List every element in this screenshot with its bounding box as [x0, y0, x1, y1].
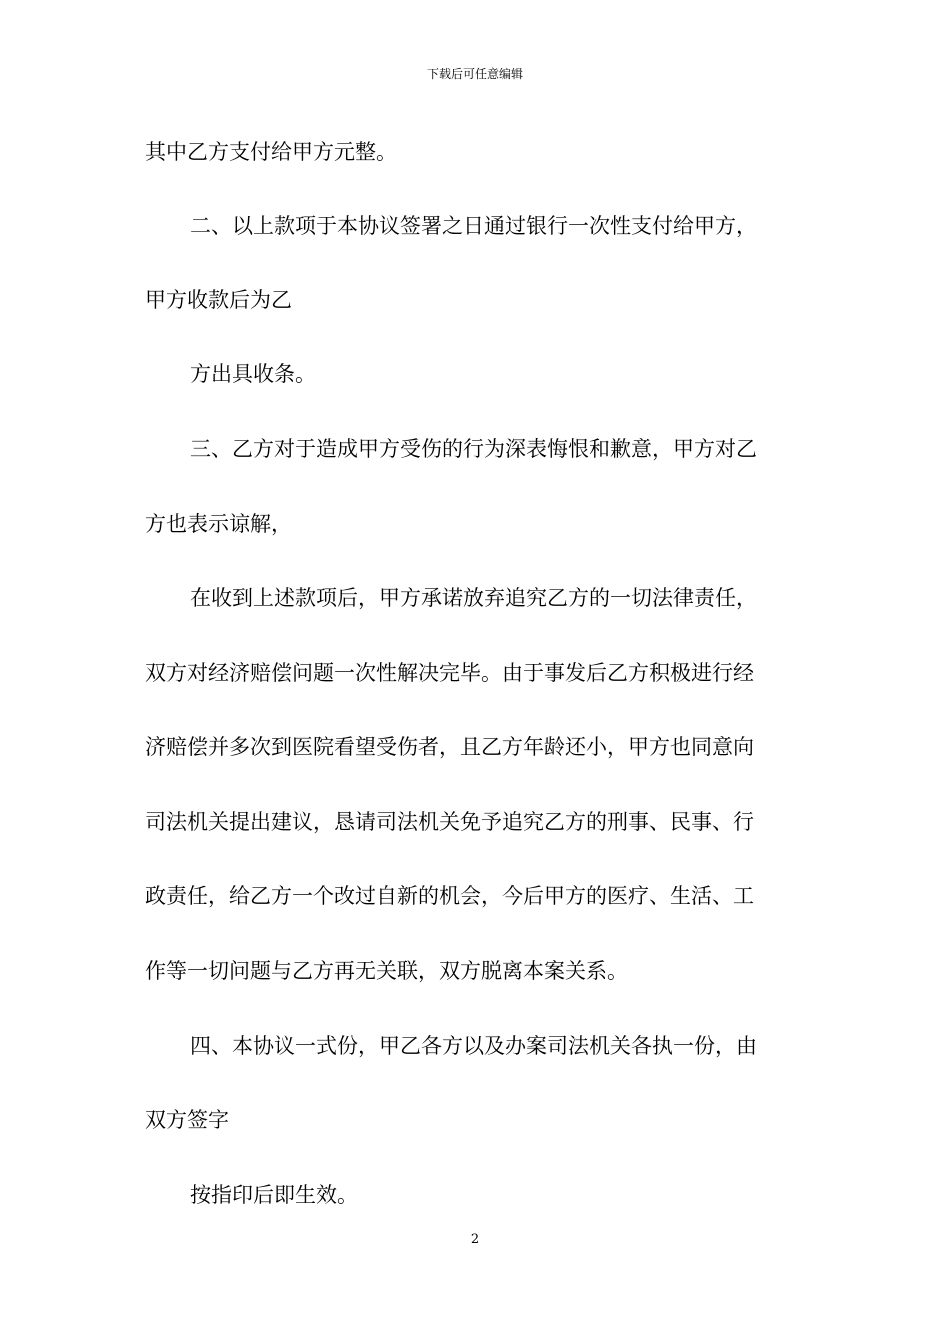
body-line-1: 其中乙方支付给甲方元整。 [145, 140, 397, 164]
body-line-8: 双方对经济赔偿问题一次性解决完毕。由于事发后乙方积极进行经 [145, 661, 754, 685]
body-line-7: 在收到上述款项后，甲方承诺放弃追究乙方的一切法律责任， [190, 586, 757, 610]
body-line-2: 二、以上款项于本协议签署之日通过银行一次性支付给甲方， [190, 214, 757, 238]
body-line-5: 三、乙方对于造成甲方受伤的行为深表悔恨和歉意，甲方对乙 [190, 437, 757, 461]
body-line-3: 甲方收款后为乙 [145, 288, 292, 312]
body-line-11: 政责任，给乙方一个改过自新的机会，今后甲方的医疗、生活、工 [145, 884, 754, 908]
body-line-12: 作等一切问题与乙方再无关联，双方脱离本案关系。 [145, 959, 628, 983]
body-line-4: 方出具收条。 [190, 362, 316, 386]
body-line-13: 四、本协议一式份，甲乙各方以及办案司法机关各执一份，由 [190, 1034, 757, 1058]
body-line-14: 双方签字 [145, 1108, 229, 1132]
body-line-9: 济赔偿并多次到医院看望受伤者，且乙方年龄还小，甲方也同意向 [145, 735, 754, 759]
body-line-15: 按指印后即生效。 [190, 1183, 358, 1207]
body-line-10: 司法机关提出建议，恳请司法机关免予追究乙方的刑事、民事、行 [145, 810, 754, 834]
body-line-6: 方也表示谅解， [145, 512, 292, 536]
page-number: 2 [470, 1232, 480, 1247]
page-header: 下载后可任意编辑 [426, 67, 523, 81]
